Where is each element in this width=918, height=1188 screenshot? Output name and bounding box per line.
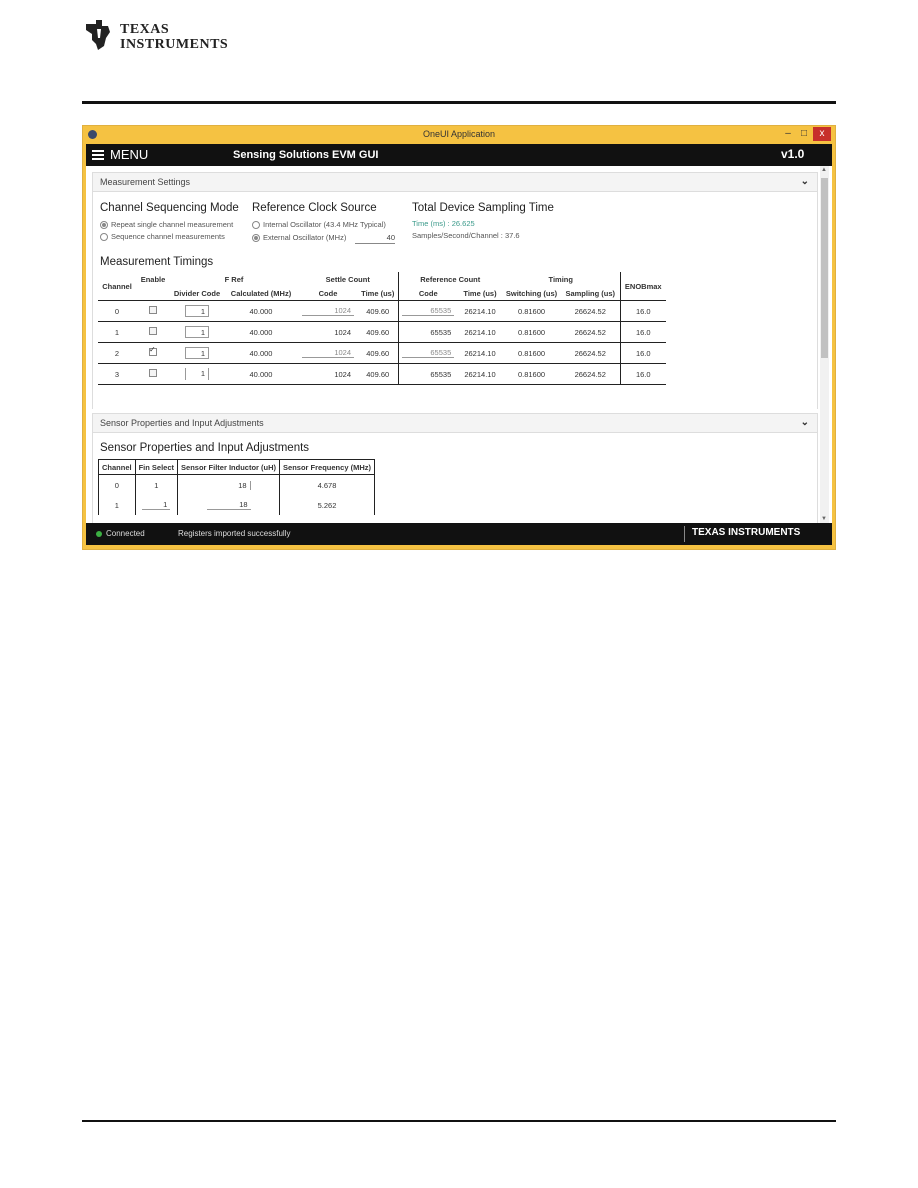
external-oscillator-input[interactable]: 40 <box>355 233 395 244</box>
ref-code-input[interactable]: 65535 <box>402 348 454 358</box>
sensor-properties-body <box>92 433 818 523</box>
footer-rule <box>82 1120 836 1122</box>
settle-time-cell: 409.60 <box>358 364 398 385</box>
version-label: v1.0 <box>781 147 805 161</box>
measurement-timings-table <box>98 272 666 385</box>
enable-checkbox[interactable] <box>149 306 157 314</box>
col-sensor-frequency: Sensor Frequency (MHz) <box>280 460 375 475</box>
enob-cell: 16.0 <box>620 343 666 364</box>
vertical-scrollbar[interactable] <box>820 166 829 523</box>
measurement-timings-title: Measurement Timings <box>100 256 214 268</box>
group-fref: F Ref <box>224 274 244 284</box>
scrollbar-thumb[interactable] <box>821 178 828 358</box>
col-channel: Channel <box>99 460 136 475</box>
settle-time-cell: 409.60 <box>358 343 398 364</box>
menu-button[interactable]: MENU <box>110 147 149 162</box>
inductor-input[interactable]: 18 <box>207 481 251 490</box>
reference-clock-title: Reference Clock Source <box>252 202 377 214</box>
ti-state-icon <box>82 18 116 52</box>
calculated-cell: 40.000 <box>224 322 298 343</box>
col-sampling: Sampling (us) <box>565 288 616 298</box>
window-titlebar[interactable] <box>83 126 835 144</box>
hamburger-icon[interactable] <box>92 150 104 160</box>
divider-code-input[interactable]: 1 <box>185 368 209 380</box>
col-divider-code: Divider Code <box>173 288 221 298</box>
channel-cell: 3 <box>98 364 136 385</box>
col-ref-code: Code <box>398 286 458 301</box>
radio-icon[interactable] <box>100 221 108 229</box>
radio-icon[interactable] <box>252 221 260 229</box>
sampling-time-ms: Time (ms) : 26.625 <box>412 219 475 228</box>
channel-cell: 2 <box>98 343 136 364</box>
sampling-cell: 26624.52 <box>561 322 620 343</box>
divider-code-input[interactable]: 1 <box>185 326 209 338</box>
minimize-button[interactable]: – <box>785 128 791 139</box>
table-row <box>98 322 666 343</box>
radio-internal-oscillator[interactable]: Internal Oscillator (43.4 MHz Typical) <box>252 220 386 229</box>
enable-checkbox[interactable] <box>149 327 157 335</box>
enable-checkbox[interactable] <box>149 369 157 377</box>
settle-code-input[interactable]: 1024 <box>334 369 351 379</box>
enob-cell: 16.0 <box>620 364 666 385</box>
col-calculated: Calculated (MHz) <box>230 288 292 298</box>
enable-cell <box>136 364 170 385</box>
settle-code-input[interactable]: 1024 <box>302 348 354 358</box>
frequency-cell: 5.262 <box>280 495 375 515</box>
scroll-down-icon[interactable]: ▼ <box>821 516 827 522</box>
calculated-cell: 40.000 <box>224 343 298 364</box>
col-enobmax: ENOBmax <box>620 272 666 301</box>
status-brand: TEXAS INSTRUMENTS <box>692 527 801 538</box>
radio-sequence-channels[interactable]: Sequence channel measurements <box>100 232 225 241</box>
table-row <box>98 301 666 322</box>
inductor-input[interactable]: 18 <box>207 500 251 510</box>
sensor-properties-title: Sensor Properties and Input Adjustments <box>100 442 310 454</box>
fin-select-cell <box>135 495 177 515</box>
status-message: Registers imported successfully <box>178 529 291 538</box>
enob-cell: 16.0 <box>620 301 666 322</box>
connection-status-text: Connected <box>106 529 145 538</box>
sampling-cell: 26624.52 <box>561 301 620 322</box>
group-reference-count: Reference Count <box>398 272 502 286</box>
fin-select-cell[interactable]: 1 <box>135 475 177 496</box>
application-window <box>82 125 836 550</box>
ref-code-input[interactable]: 65535 <box>430 369 452 379</box>
ref-code-cell <box>398 301 458 322</box>
switching-cell: 0.81600 <box>502 322 561 343</box>
ref-time-cell: 26214.10 <box>458 364 502 385</box>
table-row <box>99 495 375 515</box>
enable-cell <box>136 301 170 322</box>
group-timing: Timing <box>548 274 573 284</box>
col-settle-time: Time (us) <box>361 288 395 298</box>
settle-time-cell: 409.60 <box>358 322 398 343</box>
channel-cell: 0 <box>98 301 136 322</box>
settle-code-cell <box>298 322 358 343</box>
sensor-properties-table <box>98 459 375 515</box>
header-rule <box>82 101 836 104</box>
sampling-time-title: Total Device Sampling Time <box>412 202 554 214</box>
divider-code-input[interactable]: 1 <box>185 347 209 359</box>
ref-code-cell <box>398 322 458 343</box>
radio-repeat-single[interactable]: Repeat single channel measurement <box>100 220 233 229</box>
app-bar <box>86 144 832 166</box>
inductor-cell <box>178 495 280 515</box>
divider-cell <box>170 343 224 364</box>
calculated-cell: 40.000 <box>224 301 298 322</box>
sensor-properties-header[interactable] <box>92 413 818 433</box>
frequency-cell: 4.678 <box>280 475 375 496</box>
col-fin-select: Fin Select <box>135 460 177 475</box>
close-button[interactable]: x <box>813 127 831 141</box>
table-row <box>98 364 666 385</box>
chevron-down-icon[interactable]: ⌄ <box>800 176 809 187</box>
switching-cell: 0.81600 <box>502 343 561 364</box>
channel-sequencing-title: Channel Sequencing Mode <box>100 202 239 214</box>
ref-code-cell <box>398 364 458 385</box>
samples-per-second: Samples/Second/Channel : 37.6 <box>412 231 520 240</box>
switching-cell: 0.81600 <box>502 364 561 385</box>
fin-select-input[interactable]: 1 <box>142 500 170 510</box>
ref-time-cell: 26214.10 <box>458 343 502 364</box>
measurement-settings-label: Measurement Settings <box>100 177 191 187</box>
col-ref-time: Time (us) <box>463 288 497 298</box>
radio-external-oscillator[interactable]: External Oscillator (MHz) <box>252 233 346 242</box>
settle-code-cell <box>298 364 358 385</box>
settle-code-cell <box>298 343 358 364</box>
main-content <box>86 166 832 523</box>
connection-status-icon <box>96 531 102 537</box>
divider-cell <box>170 364 224 385</box>
status-divider <box>684 526 685 542</box>
inductor-cell <box>178 475 280 496</box>
logo-line-1: TEXAS <box>120 22 170 37</box>
channel-cell: 1 <box>98 322 136 343</box>
sampling-cell: 26624.52 <box>561 343 620 364</box>
channel-cell: 0 <box>114 480 119 490</box>
table-row <box>99 475 375 496</box>
divider-cell <box>170 322 224 343</box>
enable-cell <box>136 322 170 343</box>
col-sensor-inductor: Sensor Filter Inductor (uH) <box>178 460 280 475</box>
radio-icon[interactable] <box>252 234 260 242</box>
ref-code-input[interactable]: 65535 <box>402 306 454 316</box>
col-channel: Channel <box>102 281 132 291</box>
measurement-settings-body <box>92 192 818 409</box>
measurement-settings-header[interactable] <box>92 172 818 192</box>
window-title: OneUI Application <box>422 129 496 139</box>
calculated-cell: 40.000 <box>224 364 298 385</box>
settle-code-input[interactable]: 1024 <box>334 327 351 337</box>
ref-time-cell: 26214.10 <box>458 301 502 322</box>
settle-code-input[interactable]: 1024 <box>302 306 354 316</box>
col-switching: Switching (us) <box>505 288 558 298</box>
enable-cell <box>136 343 170 364</box>
settle-time-cell: 409.60 <box>358 301 398 322</box>
radio-icon[interactable] <box>100 233 108 241</box>
ref-code-input[interactable]: 65535 <box>430 327 452 337</box>
col-settle-code: Code <box>318 288 338 298</box>
enob-cell: 16.0 <box>620 322 666 343</box>
channel-cell: 1 <box>114 500 119 510</box>
ref-time-cell: 26214.10 <box>458 322 502 343</box>
status-bar <box>86 523 832 545</box>
maximize-button[interactable]: □ <box>800 128 808 139</box>
scroll-up-icon[interactable]: ▲ <box>821 167 827 173</box>
enable-checkbox[interactable] <box>149 348 157 356</box>
chevron-down-icon[interactable]: ⌄ <box>800 417 809 428</box>
divider-code-input[interactable]: 1 <box>185 305 209 317</box>
group-settle-count: Settle Count <box>325 274 370 284</box>
app-title: Sensing Solutions EVM GUI <box>233 149 379 161</box>
divider-cell <box>170 301 224 322</box>
sensor-properties-label: Sensor Properties and Input Adjustments <box>100 418 264 428</box>
switching-cell: 0.81600 <box>502 301 561 322</box>
settle-code-cell <box>298 301 358 322</box>
texas-instruments-logo <box>82 18 232 54</box>
table-row <box>98 343 666 364</box>
col-enable: Enable <box>140 274 166 284</box>
ref-code-cell <box>398 343 458 364</box>
logo-line-2: INSTRUMENTS <box>120 37 229 52</box>
sampling-cell: 26624.52 <box>561 364 620 385</box>
